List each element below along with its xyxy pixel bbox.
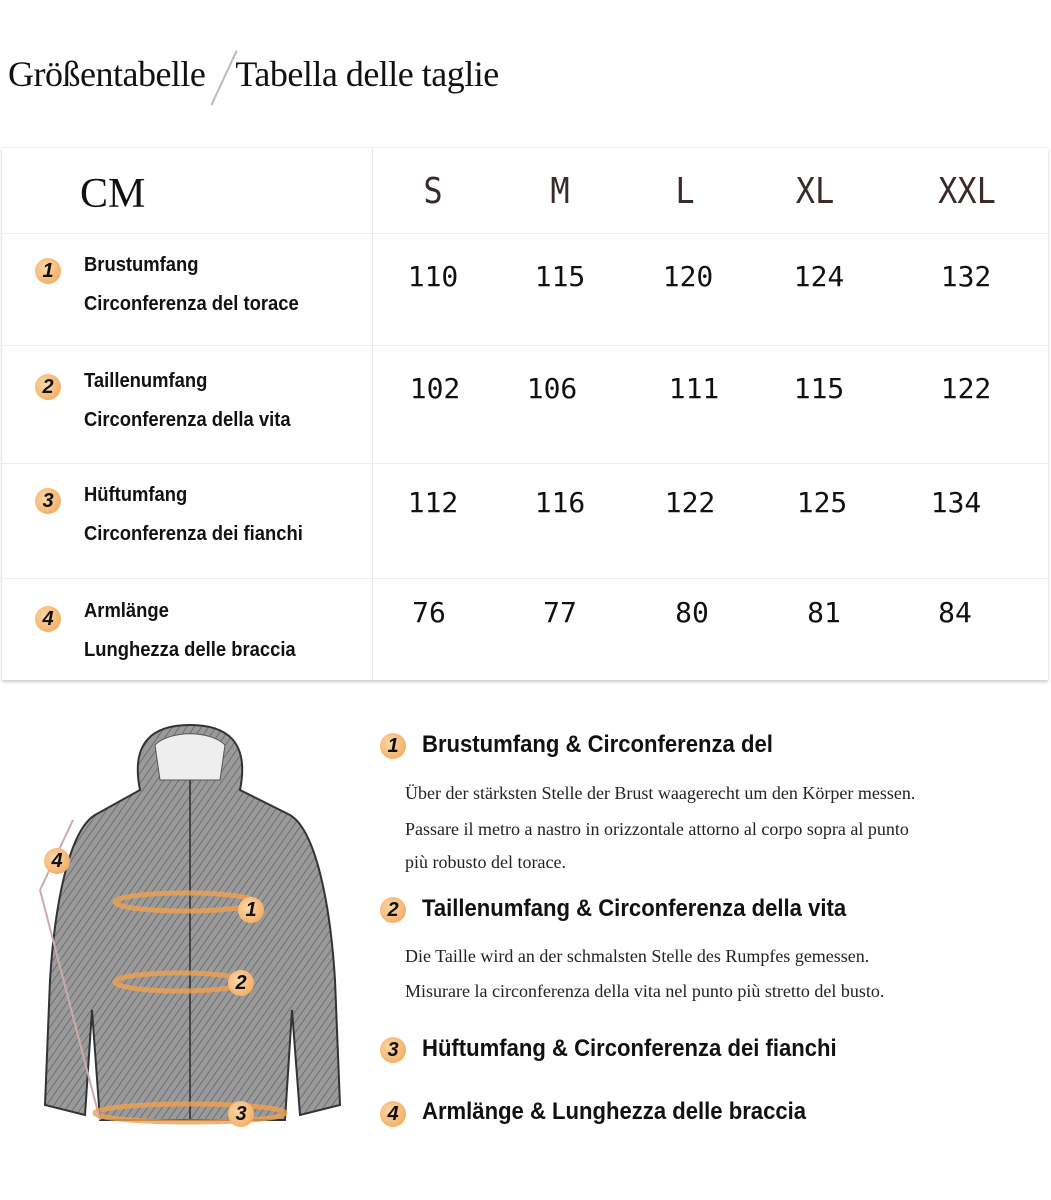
number-badge: 2 <box>35 374 61 400</box>
measure-label-it: Circonferenza della vita <box>84 409 291 431</box>
table-cell: 132 <box>940 260 992 293</box>
table-cell: 115 <box>534 260 586 293</box>
table-row <box>2 464 1048 579</box>
hip-marker-badge: 3 <box>228 1101 254 1127</box>
guide-text: Über der stärksten Stelle der Brust waagerecht um den Körper messen. <box>405 783 916 803</box>
measure-label-de: Brustumfang <box>84 254 199 276</box>
measure-label-it: Circonferenza dei fianchi <box>84 523 303 545</box>
guide-heading: Taillenumfang & Circonferenza della vita <box>422 895 847 922</box>
unit-label: CM <box>80 171 146 217</box>
size-header: XL <box>795 170 835 212</box>
title-divider <box>211 50 238 105</box>
page-title <box>8 48 499 108</box>
measure-label-de: Hüftumfang <box>84 484 188 506</box>
title-italian: Tabella delle taglie <box>235 54 499 94</box>
guide-heading: Brustumfang & Circonferenza del <box>422 731 773 758</box>
table-header <box>2 148 1048 234</box>
table-cell: 80 <box>675 596 709 629</box>
size-header: S <box>423 170 443 212</box>
guide-text: Die Taille wird an der schmalsten Stelle des Rumpfes gemessen. <box>405 946 870 966</box>
table-cell: 116 <box>534 486 586 519</box>
guide-text: più robusto del torace. <box>405 852 566 872</box>
table-cell: 77 <box>543 596 577 629</box>
guide-text: Misurare la circonferenza della vita nel punto più stretto del busto. <box>405 981 885 1001</box>
table-row <box>2 234 1048 346</box>
table-cell: 120 <box>662 260 714 293</box>
measure-label-de: Armlänge <box>84 600 169 622</box>
table-cell: 102 <box>409 372 461 405</box>
table-cell: 122 <box>940 372 992 405</box>
measure-label-it: Circonferenza del torace <box>84 293 299 315</box>
guide-heading: Armlänge & Lunghezza delle braccia <box>422 1098 807 1125</box>
number-badge: 4 <box>35 606 61 632</box>
title-german: Größentabelle <box>8 54 206 94</box>
table-cell: 76 <box>412 596 446 629</box>
size-header: XXL <box>938 170 996 212</box>
size-header: L <box>675 170 695 212</box>
table-cell: 84 <box>938 596 972 629</box>
chest-marker-badge: 1 <box>238 897 264 923</box>
table-row <box>2 346 1048 464</box>
size-table <box>2 147 1048 680</box>
table-cell: 122 <box>664 486 716 519</box>
table-cell: 134 <box>930 486 982 519</box>
guide-text: Passare il metro a nastro in orizzontale attorno al corpo sopra al punto <box>405 819 909 839</box>
table-cell: 124 <box>793 260 845 293</box>
table-cell: 110 <box>407 260 459 293</box>
number-badge: 3 <box>35 488 61 514</box>
table-cell: 115 <box>793 372 845 405</box>
number-badge: 1 <box>35 258 61 284</box>
number-badge: 1 <box>380 733 406 759</box>
guide-heading: Hüftumfang & Circonferenza dei fianchi <box>422 1035 837 1062</box>
size-header: M <box>550 170 570 212</box>
waist-marker-badge: 2 <box>228 970 254 996</box>
jacket-illustration <box>30 720 350 1140</box>
table-row <box>2 579 1048 681</box>
table-cell: 106 <box>526 372 578 405</box>
table-cell: 81 <box>807 596 841 629</box>
measure-label-de: Taillenumfang <box>84 370 208 392</box>
table-cell: 125 <box>796 486 848 519</box>
measure-label-it: Lunghezza delle braccia <box>84 639 296 661</box>
number-badge: 3 <box>380 1037 406 1063</box>
arm-marker-badge: 4 <box>44 848 70 874</box>
table-cell: 112 <box>407 486 459 519</box>
table-cell: 111 <box>668 372 720 405</box>
number-badge: 4 <box>380 1101 406 1127</box>
number-badge: 2 <box>380 897 406 923</box>
